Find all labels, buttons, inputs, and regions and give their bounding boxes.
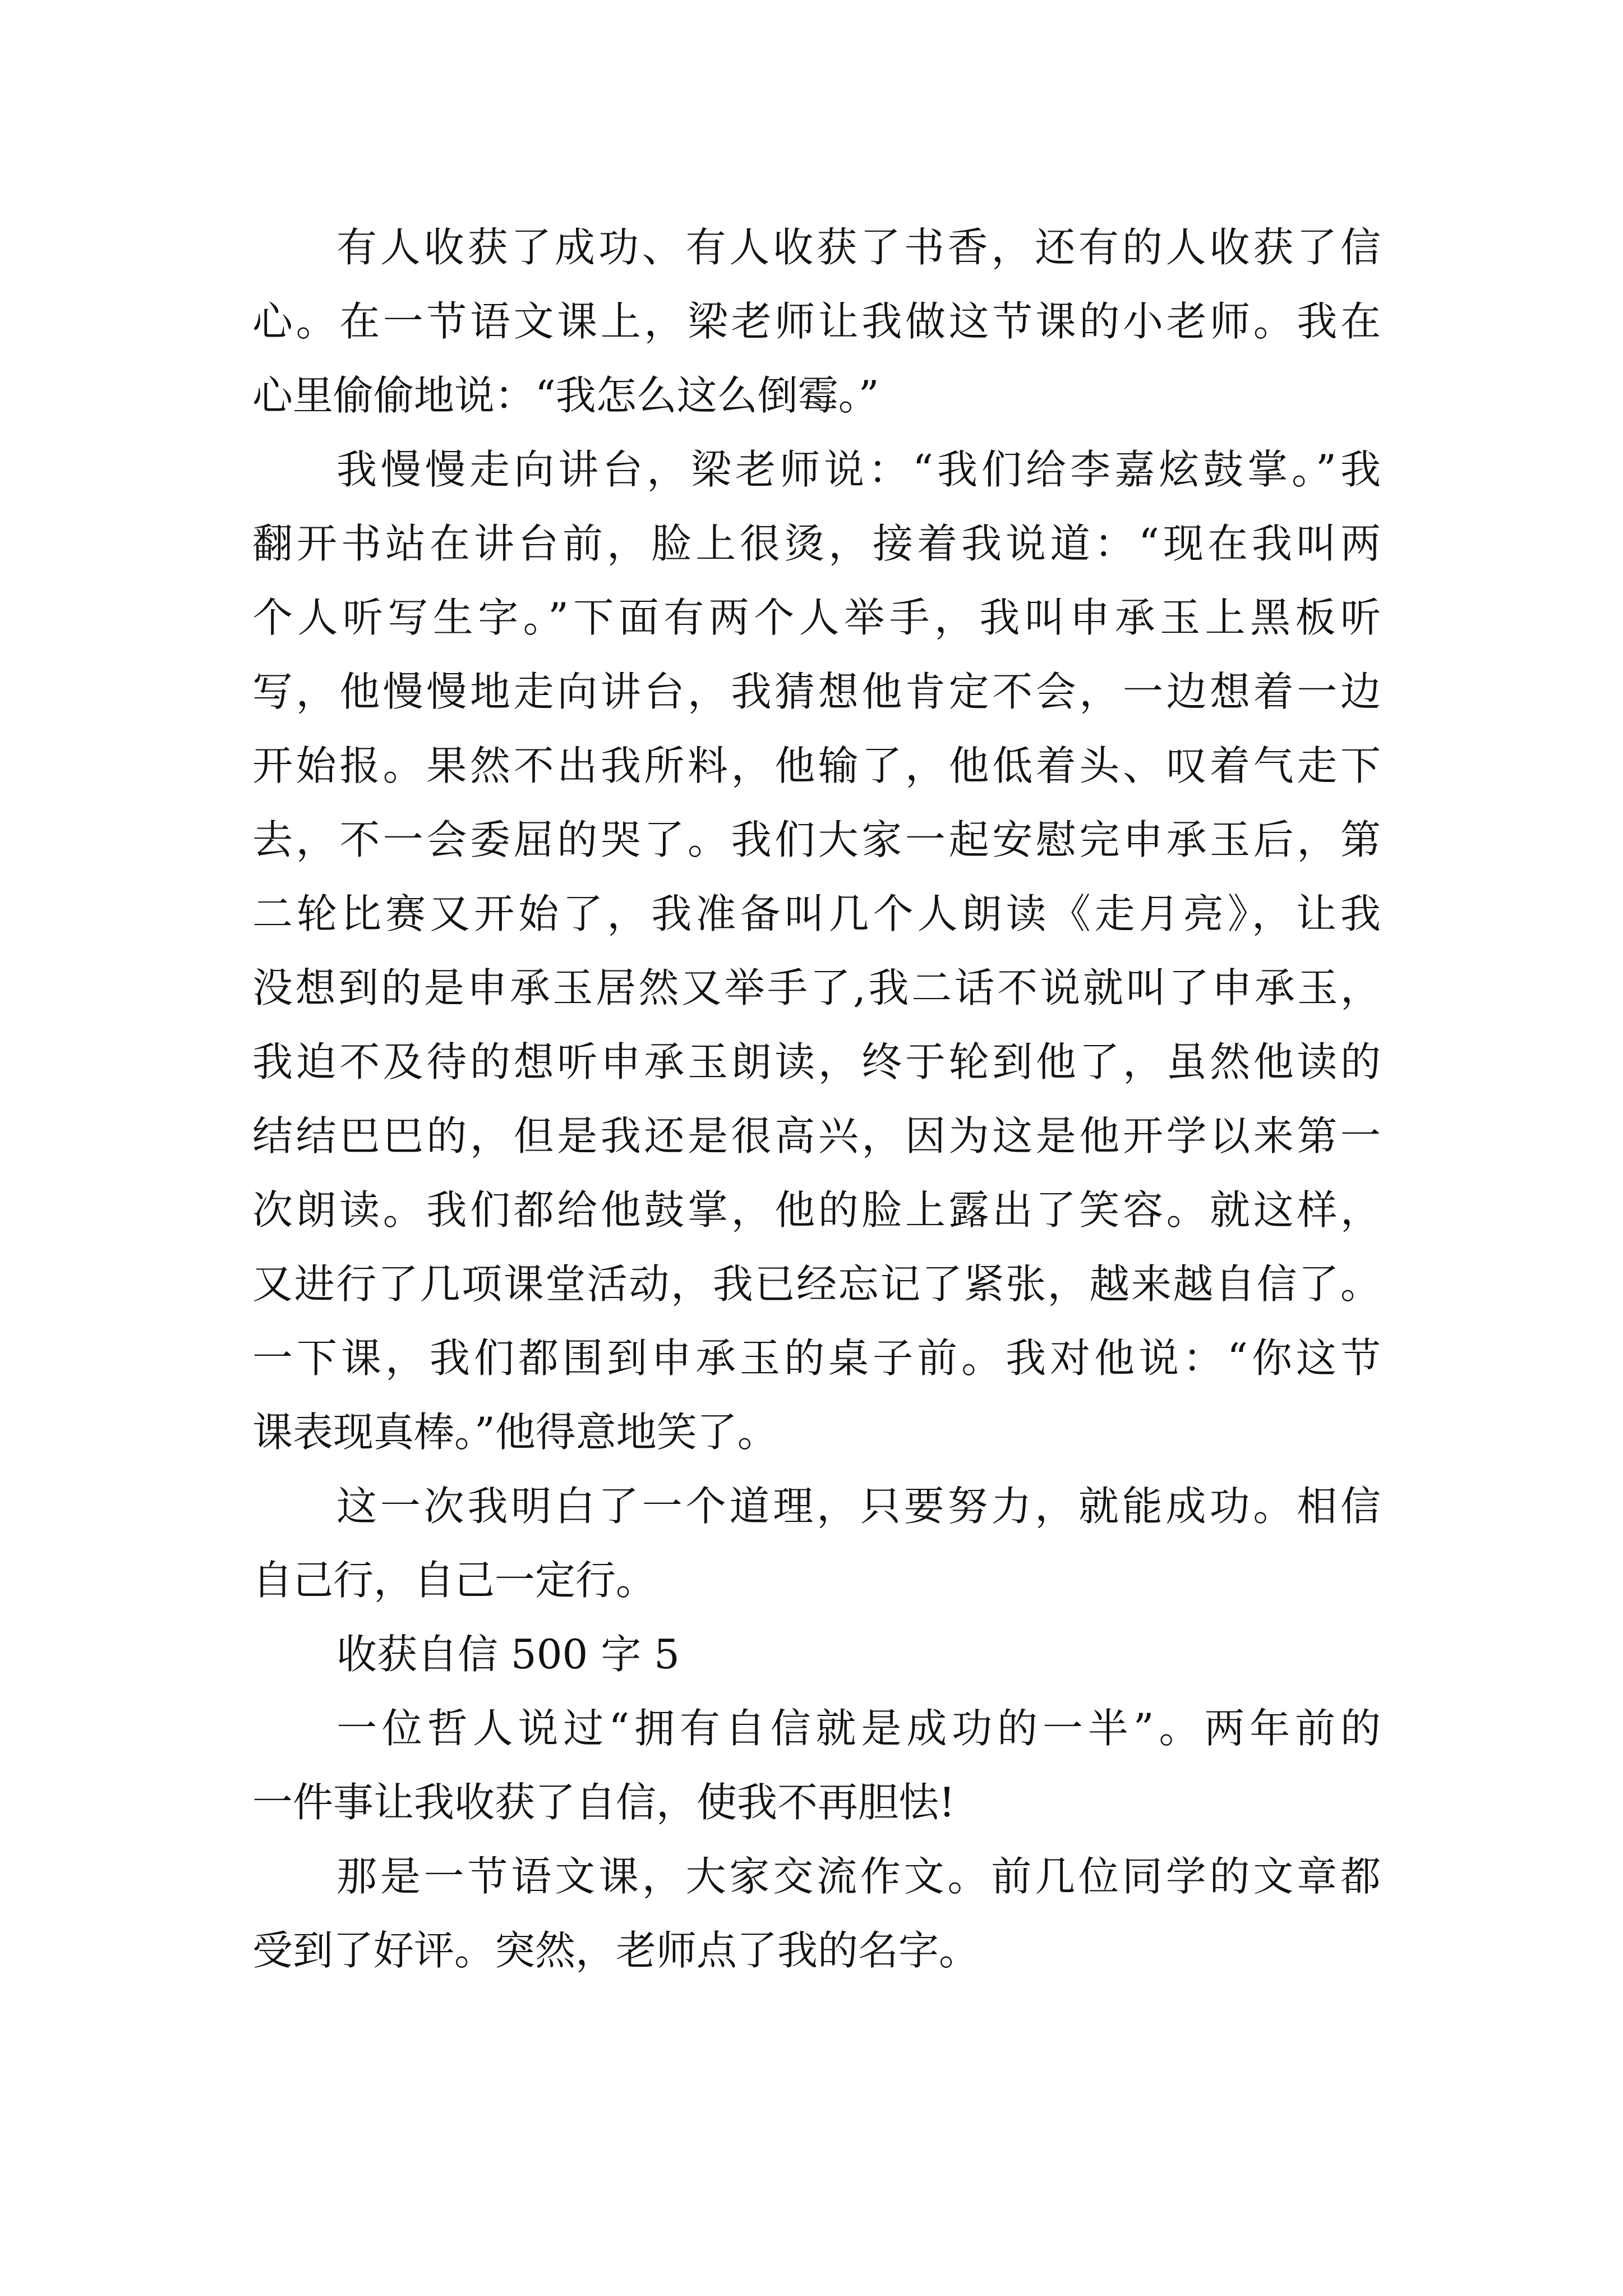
text-line: 没想到的是申承玉居然又举手了,我二话不说就叫了申承玉， — [252, 964, 1381, 1011]
text-line: 个人听写生字。”下面有两个人举手，我叫申承玉上黑板听 — [252, 594, 1381, 641]
paragraph-4 — [252, 1691, 1381, 1839]
document-body — [252, 210, 1381, 1987]
text-line: 二轮比赛又开始了，我准备叫几个人朗读《走月亮》，让我 — [252, 890, 1381, 937]
paragraph-3 — [252, 1469, 1381, 1617]
text-line: 那是一节语文课，大家交流作文。前几位同学的文章都 — [336, 1853, 1381, 1900]
text-line: 写，他慢慢地走向讲台，我猜想他肯定不会，一边想着一边 — [252, 668, 1381, 715]
text-line: 又进行了几项课堂活动，我已经忘记了紧张，越来越自信了。 — [252, 1260, 1381, 1308]
text-line: 去，不一会委屈的哭了。我们大家一起安慰完申承玉后，第 — [252, 816, 1381, 863]
text-line: 我慢慢走向讲台，梁老师说：“我们给李嘉炫鼓掌。”我 — [336, 446, 1381, 493]
text-line: 一件事让我收获了自信，使我不再胆怯! — [252, 1779, 955, 1826]
paragraph-5 — [252, 1839, 1381, 1987]
text-line: 自己行，自己一定行。 — [252, 1557, 657, 1604]
text-line: 心。在一节语文课上，梁老师让我做这节课的小老师。我在 — [252, 298, 1381, 345]
section-heading — [252, 1617, 1381, 1691]
text-line: 一位哲人说过“拥有自信就是成功的一半”。两年前的 — [336, 1705, 1381, 1752]
heading-line: 收获自信 500 字 5 — [336, 1631, 680, 1678]
text-line: 课表现真棒。”他得意地笑了。 — [252, 1409, 778, 1456]
text-line: 一下课，我们都围到申承玉的桌子前。我对他说：“你这节 — [252, 1335, 1381, 1382]
text-line: 受到了好评。突然，老师点了我的名字。 — [252, 1927, 980, 1974]
text-line: 开始报。果然不出我所料，他输了，他低着头、叹着气走下 — [252, 742, 1381, 789]
text-line: 这一次我明白了一个道理，只要努力，就能成功。相信 — [336, 1483, 1381, 1530]
paragraph-2 — [252, 432, 1381, 1469]
text-line: 心里偷偷地说：“我怎么这么倒霉。” — [252, 372, 879, 419]
text-line: 翻开书站在讲台前，脸上很烫，接着我说道：“现在我叫两 — [252, 520, 1381, 567]
text-line: 次朗读。我们都给他鼓掌，他的脸上露出了笑容。就这样， — [252, 1186, 1381, 1234]
text-line: 我迫不及待的想听申承玉朗读，终于轮到他了，虽然他读的 — [252, 1038, 1381, 1085]
text-line: 结结巴巴的，但是我还是很高兴，因为这是他开学以来第一 — [252, 1112, 1381, 1159]
paragraph-1 — [252, 210, 1381, 432]
text-line: 有人收获了成功、有人收获了书香，还有的人收获了信 — [336, 224, 1381, 271]
